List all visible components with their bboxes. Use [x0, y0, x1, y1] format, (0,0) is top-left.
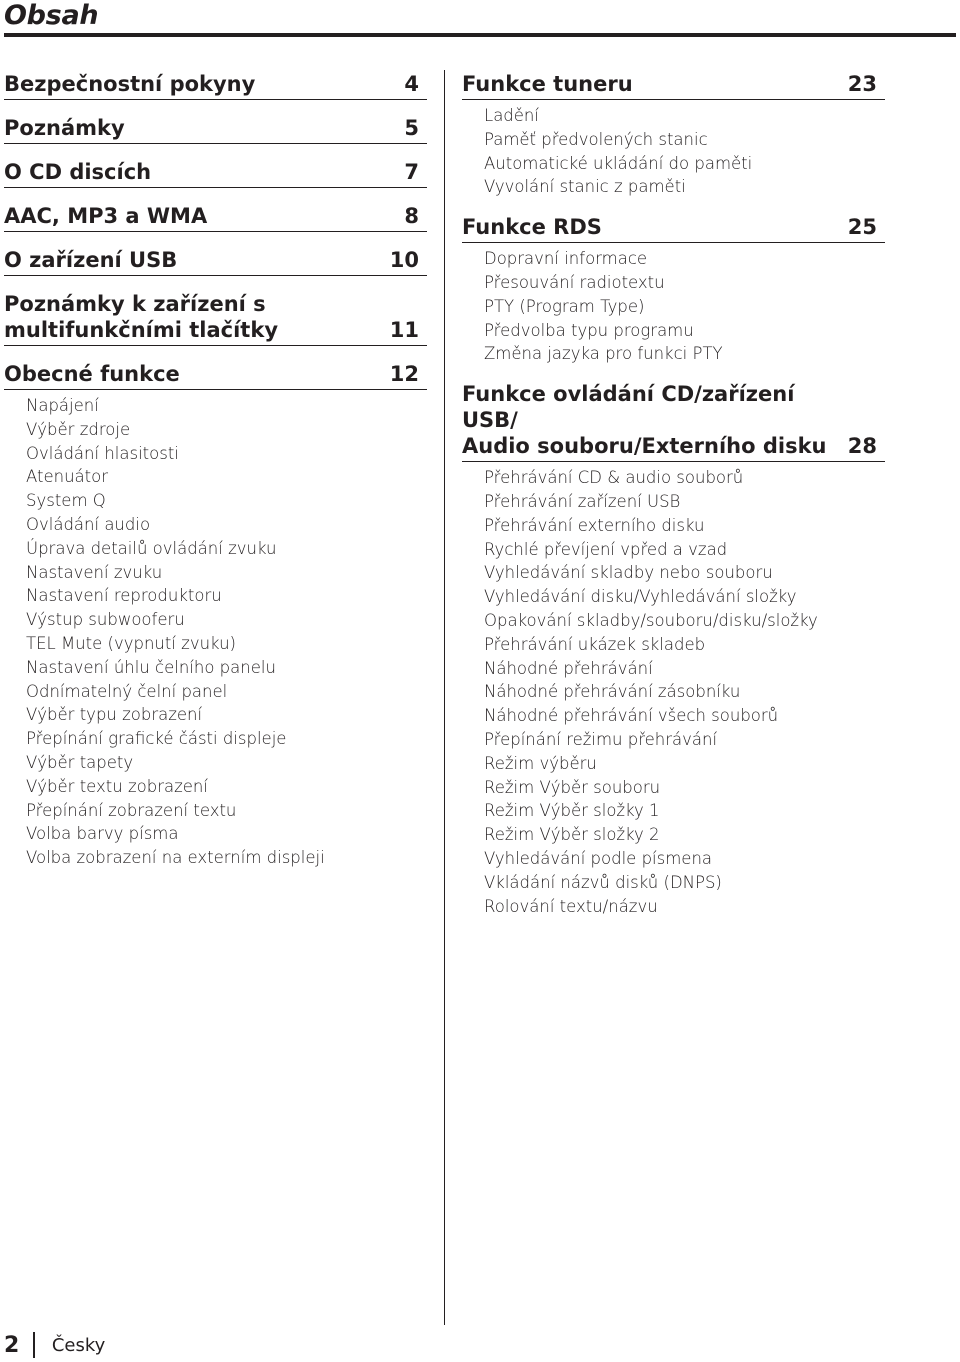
toc-page-number: 7: [404, 160, 419, 184]
toc-subitem[interactable]: Ovládání hlasitosti: [26, 443, 179, 463]
toc-page-number: 23: [847, 72, 877, 96]
toc-section-title: Funkce tuneru: [462, 72, 633, 96]
toc-section-title: AAC, MP3 a WMA: [4, 204, 208, 228]
toc-section: [4, 286, 427, 346]
column-divider: [444, 70, 445, 1325]
toc-section-title: Obecné funkce: [4, 362, 180, 386]
toc-subitem[interactable]: Režim Výběr složky 1: [484, 801, 660, 821]
toc-subitem-list: [4, 390, 427, 870]
toc-subitem[interactable]: Přepínání zobrazení textu: [26, 800, 237, 820]
toc-subitem[interactable]: Přepínání grafické části displeje: [26, 729, 287, 749]
toc-page-number: 11: [389, 318, 419, 342]
toc-section: [4, 356, 427, 870]
toc-subitem-list: [462, 243, 885, 366]
toc-subitem[interactable]: Nastavení reproduktoru: [26, 586, 222, 606]
toc-subitem[interactable]: Atenuátor: [26, 467, 108, 487]
toc-subitem[interactable]: Režim Výběr souboru: [484, 777, 661, 797]
toc-subitem[interactable]: Ovládání audio: [26, 514, 151, 534]
toc-subitem[interactable]: Přehrávání CD & audio souborů: [484, 468, 744, 488]
toc-section-title: Bezpečnostní pokyny: [4, 72, 256, 96]
toc-subitem[interactable]: Vyhledávání podle písmena: [484, 848, 713, 868]
title-divider: [4, 33, 956, 37]
page-footer: [4, 1330, 105, 1360]
toc-subitem[interactable]: Přepínání režimu přehrávání: [484, 729, 718, 749]
toc-subitem[interactable]: Předvolba typu programu: [484, 320, 694, 340]
toc-section-heading[interactable]: [4, 159, 427, 188]
page-number: 2: [4, 1332, 20, 1358]
page-title: Obsah: [4, 0, 99, 31]
language-label: Česky: [51, 1334, 106, 1356]
toc-subitem[interactable]: Ladění: [484, 106, 539, 125]
toc-page-number: 5: [404, 116, 419, 140]
toc-subitem[interactable]: System Q: [26, 491, 106, 511]
toc-section-heading[interactable]: [4, 361, 427, 390]
toc-section-title: Poznámky k zařízení s multifunkčními tlačítky: [4, 292, 279, 342]
toc-section-title: Funkce ovládání CD/zařízení USB/ Audio souboru/Externího disku: [462, 382, 827, 459]
toc-subitem[interactable]: Režim výběru: [484, 753, 597, 773]
toc-subitem-list: [462, 462, 885, 918]
toc-section: [462, 376, 885, 918]
toc-section-heading[interactable]: [4, 291, 427, 346]
toc-page-number: 12: [389, 362, 419, 386]
toc-subitem[interactable]: Rolování textu/názvu: [484, 896, 658, 916]
toc-section: [4, 198, 427, 234]
toc-subitem-list: [462, 100, 885, 199]
toc-subitem[interactable]: Výběr textu zobrazení: [26, 776, 208, 796]
toc-left-column: [4, 66, 427, 880]
toc-subitem[interactable]: TEL Mute (vypnutí zvuku): [26, 633, 236, 653]
toc-section-title: O CD discích: [4, 160, 152, 184]
toc-right-column: [462, 66, 885, 928]
toc-section: [4, 110, 427, 146]
toc-subitem[interactable]: Rychlé převíjení vpřed a vzad: [484, 539, 728, 559]
toc-subitem[interactable]: Volba barvy písma: [26, 824, 179, 844]
toc-subitem[interactable]: Výběr typu zobrazení: [26, 705, 203, 725]
toc-subitem[interactable]: Paměť předvolených stanic: [484, 129, 708, 149]
footer-divider: [33, 1332, 35, 1358]
toc-subitem[interactable]: Dopravní informace: [484, 249, 648, 269]
toc-section: [462, 209, 885, 366]
toc-section-title: Poznámky: [4, 116, 125, 140]
toc-section-heading[interactable]: [4, 71, 427, 100]
toc-subitem[interactable]: Výběr zdroje: [26, 419, 131, 439]
toc-subitem[interactable]: Režim Výběr složky 2: [484, 825, 660, 845]
toc-subitem[interactable]: Nastavení úhlu čelního panelu: [26, 657, 276, 677]
toc-page-number: 25: [847, 215, 877, 240]
toc-subitem[interactable]: Náhodné přehrávání: [484, 658, 653, 678]
toc-section-heading[interactable]: [462, 66, 885, 100]
toc-subitem[interactable]: Nastavení zvuku: [26, 562, 163, 582]
toc-page-number: 4: [404, 72, 419, 96]
toc-section-heading[interactable]: [4, 203, 427, 232]
toc-subitem[interactable]: Volba zobrazení na externím displeji: [26, 848, 325, 868]
toc-subitem[interactable]: Výstup subwooferu: [26, 610, 185, 630]
toc-subitem[interactable]: Úprava detailů ovládání zvuku: [26, 538, 277, 558]
toc-subitem[interactable]: Odnímatelný čelní panel: [26, 681, 228, 701]
toc-section: [4, 154, 427, 190]
toc-section: [462, 66, 885, 199]
toc-subitem[interactable]: Přesouvání radiotextu: [484, 272, 665, 292]
toc-subitem[interactable]: Přehrávání ukázek skladeb: [484, 634, 706, 654]
toc-page-number: 8: [404, 204, 419, 228]
toc-subitem[interactable]: Opakování skladby/souboru/disku/složky: [484, 610, 818, 630]
toc-subitem[interactable]: Napájení: [26, 396, 99, 415]
toc-section-heading[interactable]: [462, 376, 885, 462]
toc-section: [4, 66, 427, 102]
toc-section-heading[interactable]: [4, 247, 427, 276]
toc-subitem[interactable]: PTY (Program Type): [484, 296, 645, 316]
toc-page-number: 10: [389, 248, 419, 272]
toc-section-title: O zařízení USB: [4, 248, 178, 272]
toc-subitem[interactable]: Vkládání názvů disků (DNPS): [484, 872, 722, 892]
toc-page-number: 28: [847, 434, 877, 459]
toc-subitem[interactable]: Náhodné přehrávání všech souborů: [484, 706, 779, 726]
toc-section-heading[interactable]: [4, 115, 427, 144]
toc-subitem[interactable]: Vyhledávání disku/Vyhledávání složky: [484, 587, 797, 607]
toc-subitem[interactable]: Přehrávání externího disku: [484, 515, 705, 535]
toc-subitem[interactable]: Vyvolání stanic z paměti: [484, 177, 686, 197]
toc-section: [4, 242, 427, 278]
toc-subitem[interactable]: Automatické ukládání do paměti: [484, 153, 753, 173]
toc-subitem[interactable]: Vyhledávání skladby nebo souboru: [484, 563, 773, 583]
toc-section-heading[interactable]: [462, 209, 885, 243]
toc-subitem[interactable]: Změna jazyka pro funkci PTY: [484, 344, 723, 364]
toc-section-title: Funkce RDS: [462, 215, 602, 240]
toc-subitem[interactable]: Přehrávání zařízení USB: [484, 491, 681, 511]
toc-subitem[interactable]: Výběr tapety: [26, 752, 134, 772]
toc-subitem[interactable]: Náhodné přehrávání zásobníku: [484, 682, 741, 702]
